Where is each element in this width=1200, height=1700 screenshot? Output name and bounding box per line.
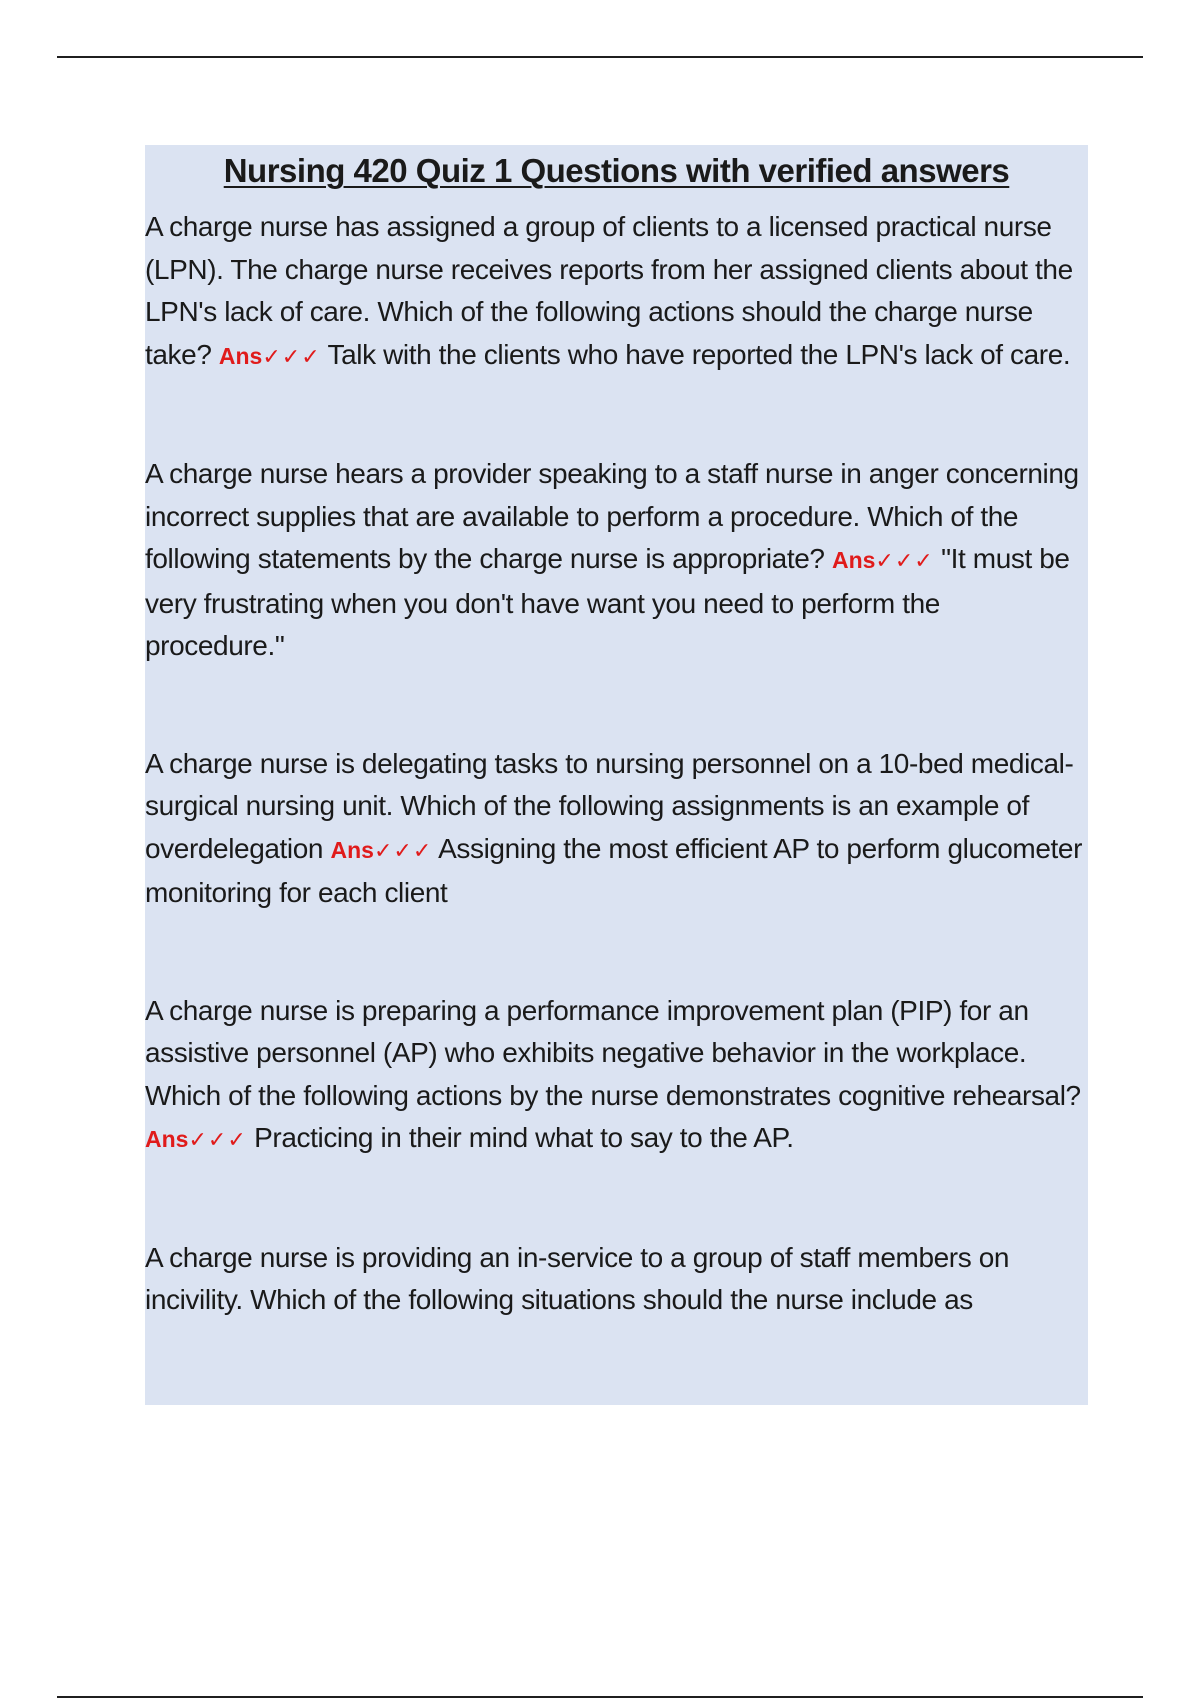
answer-text: "It must be very frustrating when you don't have want you need to perform the procedure.": [145, 543, 1070, 661]
answer-text: Assigning the most efficient AP to perform glucometer monitoring for each client: [145, 832, 1082, 908]
check-icon: ✓✓✓: [262, 343, 321, 369]
check-icon: ✓✓✓: [373, 837, 433, 863]
question-text: A charge nurse is providing an in-service to a group of staff members on incivility. Which of the following situations should the nurse include as: [145, 1241, 1010, 1315]
check-icon: ✓✓✓: [875, 548, 934, 573]
check-icon: ✓✓✓: [188, 1127, 247, 1152]
footer-rule: [57, 1696, 1143, 1698]
question-text: A charge nurse is preparing a performance improvement plan (PIP) for an assistive personnel (AP) who exhibits negative behavior in the workplace. Which of the following actions by the nurse demonstrates cognitive rehearsal?: [145, 994, 1081, 1111]
qa-item: [145, 453, 1088, 668]
answer-marker: Ans: [330, 836, 374, 863]
qa-item: [145, 990, 1088, 1162]
header-rule: [57, 56, 1143, 58]
document-title: Nursing 420 Quiz 1 Questions with verified answers: [223, 152, 1010, 189]
question-text: A charge nurse has assigned a group of clients to a licensed practical nurse (LPN). The charge nurse receives reports from her assigned clients about the LPN's lack of care. Which of the following actions should the charge nurse take?: [145, 211, 1073, 370]
qa-item: [145, 1237, 1088, 1322]
question-text: A charge nurse hears a provider speaking to a staff nurse in anger concerning incorrect supplies that are available to perform a procedure. Which of the following statements by the charge nurse is appropriate?: [145, 458, 1079, 574]
qa-item: [145, 743, 1088, 915]
qa-item: [145, 206, 1088, 378]
document-body: [145, 145, 1088, 1405]
answer-text: Practicing in their mind what to say to the AP.: [254, 1122, 794, 1153]
answer-marker: Ans: [218, 342, 263, 369]
qa-list: [145, 206, 1088, 1322]
answer-marker: Ans: [831, 547, 876, 573]
answer-marker: Ans: [145, 1126, 189, 1152]
answer-text: Talk with the clients who have reported the LPN's lack of care.: [327, 338, 1071, 370]
question-text: A charge nurse is delegating tasks to nursing personnel on a 10-bed medical-surgical nursing unit. Which of the following assignments is an example of overdelegation: [145, 747, 1074, 864]
